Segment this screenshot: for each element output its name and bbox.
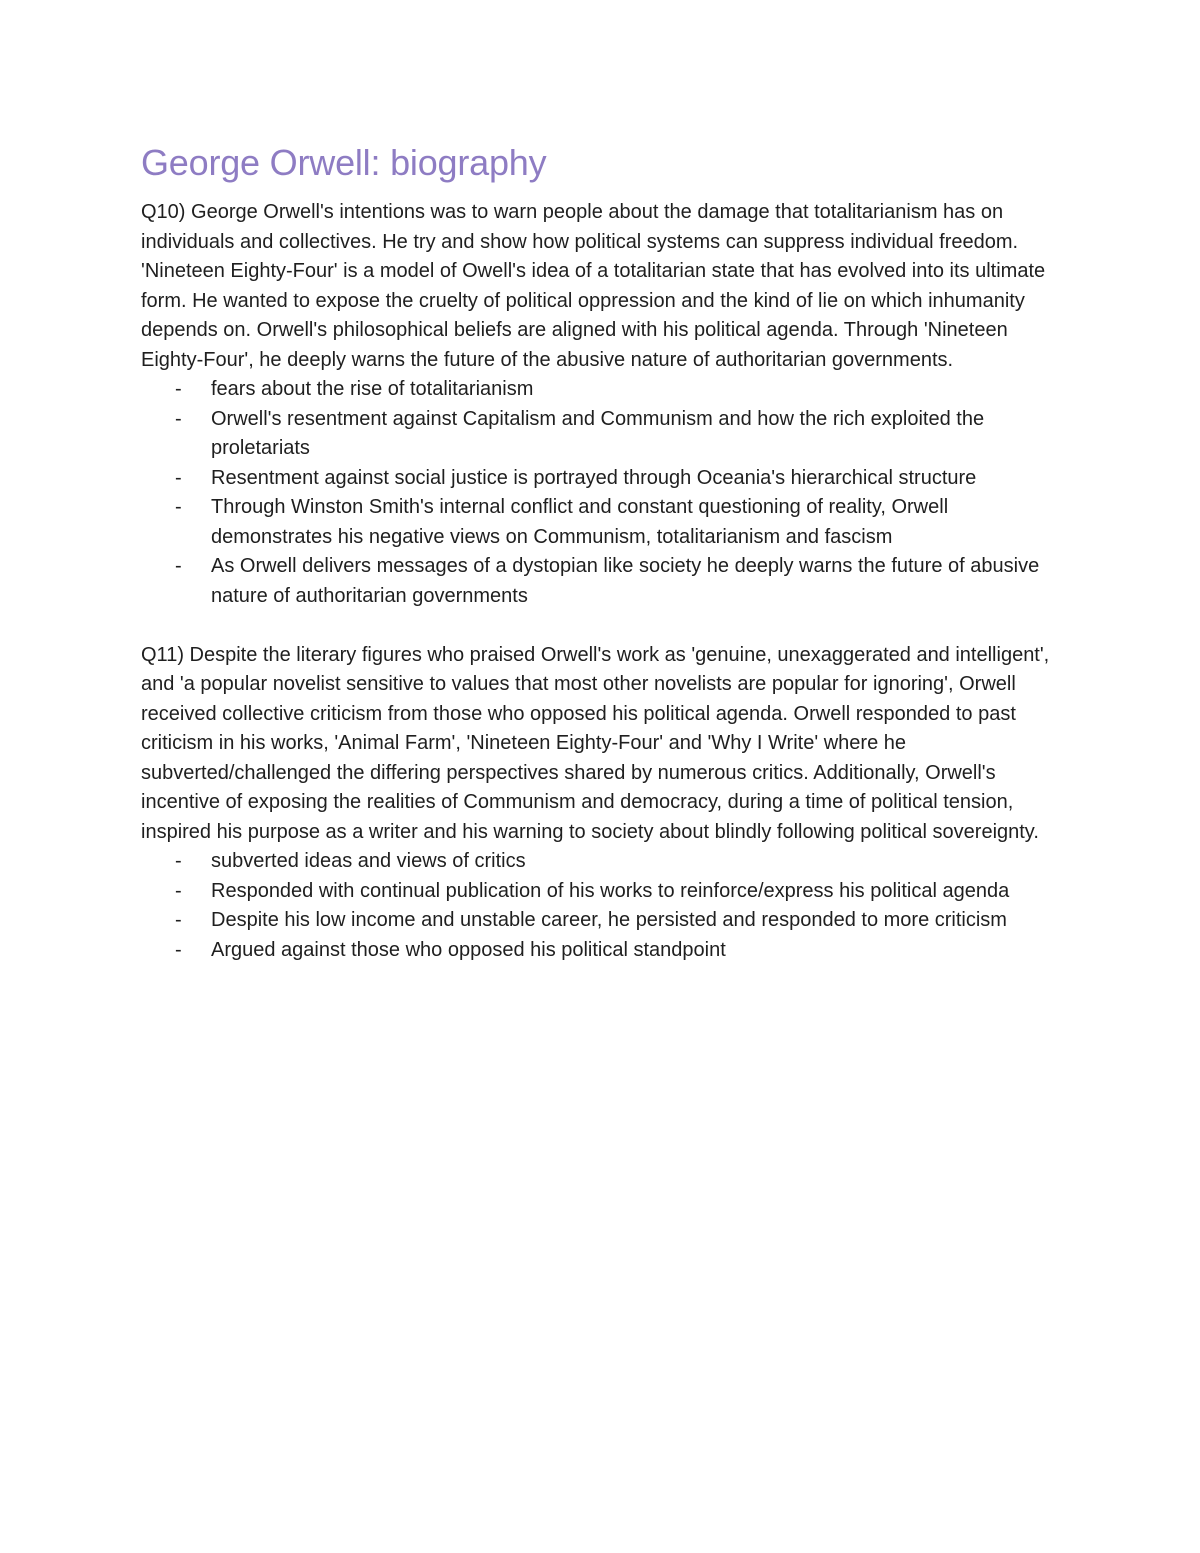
section-spacer: [141, 611, 1061, 641]
list-item-text: subverted ideas and views of critics: [211, 850, 526, 872]
list-item: [141, 906, 1061, 936]
dash-marker: -: [175, 466, 182, 489]
document-page: [141, 140, 1061, 965]
dash-marker: -: [175, 378, 182, 400]
list-item-text: Orwell's resentment against Capitalism and Communism and how the rich exploited the proletariats: [211, 407, 985, 459]
list-item: [141, 847, 1061, 877]
q11-bullet-list: [141, 847, 1061, 965]
list-item-text: Through Winston Smith's internal conflict and constant questioning of reality, Orwell demonstrates his negative views on Communism, totalitarianism and fascism: [211, 496, 949, 548]
dash-marker: -: [175, 407, 182, 430]
list-item: [141, 936, 1061, 966]
list-item: [141, 877, 1061, 907]
list-item-text: Resentment against social justice is portrayed through Oceania's hierarchical structure: [211, 466, 977, 489]
dash-marker: -: [175, 938, 182, 961]
list-item: [141, 493, 1061, 552]
dash-marker: -: [175, 879, 182, 902]
list-item-text: Despite his low income and unstable career, he persisted and responded to more criticism: [211, 909, 1007, 931]
list-item-text: fears about the rise of totalitarianism: [211, 378, 534, 400]
list-item: [141, 464, 1061, 494]
list-item: [141, 375, 1061, 405]
dash-marker: -: [175, 909, 182, 931]
list-item-text: Responded with continual publication of his works to reinforce/express his political agenda: [211, 879, 1010, 902]
dash-marker: -: [175, 850, 182, 872]
q10-bullet-list: [141, 375, 1061, 611]
list-item: [141, 405, 1061, 464]
page-title: George Orwell: biography: [141, 142, 547, 183]
list-item: [141, 552, 1061, 611]
q11-paragraph: Q11) Despite the literary figures who praised Orwell's work as 'genuine, unexaggerated and intelligent', and 'a popular novelist sensitive to values that most other novelists are popular for ignoring', Orwell received collective criticism from those who opposed his political agenda. Orwell responded to past criticism in his works, 'Animal Farm', 'Nineteen Eighty-Four' and 'Why I Write' where he subverted/challenged the differing perspectives shared by numerous critics. Additionally, Orwell's incentive of exposing the realities of Communism and democracy, during a time of political tension, inspired his purpose as a writer and his warning to society about blindly following political sovereignty.: [141, 643, 1050, 843]
list-item-text: Argued against those who opposed his political standpoint: [211, 938, 726, 961]
dash-marker: -: [175, 555, 182, 577]
list-item-text: As Orwell delivers messages of a dystopian like society he deeply warns the future of abusive nature of authoritarian governments: [211, 555, 1040, 607]
dash-marker: -: [175, 496, 182, 518]
q10-paragraph: Q10) George Orwell's intentions was to warn people about the damage that totalitarianism has on individuals and collectives. He try and show how political systems can suppress individual freedom. 'Nineteen Eighty-Four' is a model of Owell's idea of a totalitarian state that has evolved into its ultimate form. He wanted to expose the cruelty of political oppression and the kind of lie on which inhumanity depends on. Orwell's philosophical beliefs are aligned with his political agenda. Through 'Nineteen Eighty-Four', he deeply warns the future of the abusive nature of authoritarian governments.: [141, 201, 1046, 371]
